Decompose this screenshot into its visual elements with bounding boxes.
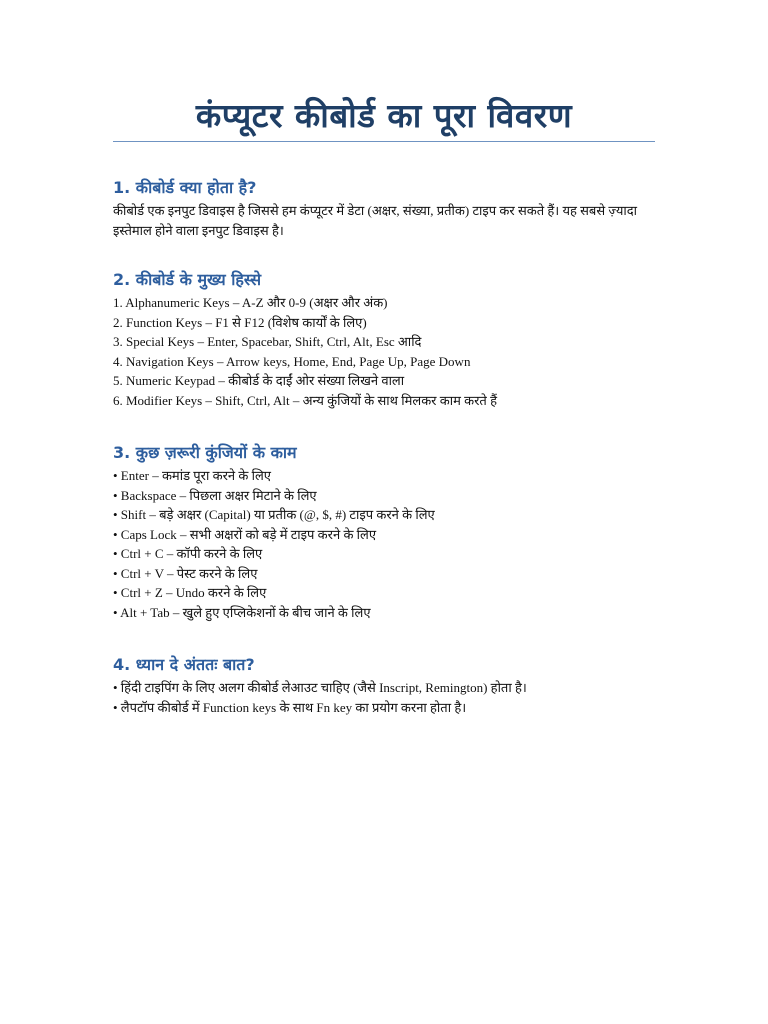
parts-list (113, 293, 655, 410)
list-item: • Backspace – पिछला अक्षर मिटाने के लिए (113, 487, 317, 503)
list-item: • Alt + Tab – खुले हुए एप्लिकेशनों के बीच जाने के लिए (113, 604, 371, 620)
list-item: 6. Modifier Keys – Shift, Ctrl, Alt – अन्य कुंजियों के साथ मिलकर काम करते हैं (113, 392, 497, 408)
list-item: 4. Navigation Keys – Arrow keys, Home, End, Page Up, Page Down (113, 353, 471, 369)
list-item: • Ctrl + Z – Undo करने के लिए (113, 585, 267, 600)
list-item: 3. Special Keys – Enter, Spacebar, Shift, Ctrl, Alt, Esc आदि (113, 334, 422, 349)
list-item: 2. Function Keys – F1 से F12 (विशेष कार्यों के लिए) (113, 314, 367, 330)
section-heading: 2. कीबोर्ड के मुख्य हिस्से (113, 270, 262, 289)
list-item: • Caps Lock – सभी अक्षरों को बड़े में टाइप करने के लिए (113, 526, 377, 542)
section-important-keys (113, 441, 655, 622)
section-heading: 1. कीबोर्ड क्या होता है? (113, 178, 257, 197)
section-what-is-keyboard (113, 176, 655, 240)
keys-list (113, 466, 655, 622)
list-item: • Ctrl + V – पेस्ट करने के लिए (113, 565, 258, 581)
section-heading: 4. ध्यान दे अंततः बात? (113, 655, 255, 674)
document-page (113, 92, 655, 717)
section-heading: 3. कुछ ज़रूरी कुंजियों के काम (113, 443, 297, 462)
section-notes (113, 653, 655, 717)
section-keyboard-parts (113, 268, 655, 410)
list-item: • Shift – बड़े अक्षर (Capital) या प्रतीक (@, $, #) टाइप करने के लिए (113, 507, 435, 522)
list-item: • हिंदी टाइपिंग के लिए अलग कीबोर्ड लेआउट चाहिए (जैसे Inscript, Remington) होता है। (113, 680, 527, 695)
list-item: 5. Numeric Keypad – कीबोर्ड के दाईं ओर संख्या लिखने वाला (113, 373, 405, 388)
section-paragraph: कीबोर्ड एक इनपुट डिवाइस है जिससे हम कंप्यूटर में डेटा (अक्षर, संख्या, प्रतीक) टाइप कर सकते हैं। यह सबसे ज़्यादा इस्तेमाल होने वाला इनपुट डिवाइस है। (113, 203, 638, 238)
list-item: • Ctrl + C – कॉपी करने के लिए (113, 546, 263, 561)
list-item: • लैपटॉप कीबोर्ड में Function keys के साथ Fn key का प्रयोग करना होता है। (113, 699, 467, 715)
list-item: 1. Alphanumeric Keys – A-Z और 0-9 (अक्षर और अंक) (113, 295, 388, 310)
notes-list (113, 678, 655, 717)
document-title: कंप्यूटर कीबोर्ड का पूरा विवरण (113, 92, 655, 142)
list-item: • Enter – कमांड पूरा करने के लिए (113, 468, 271, 483)
